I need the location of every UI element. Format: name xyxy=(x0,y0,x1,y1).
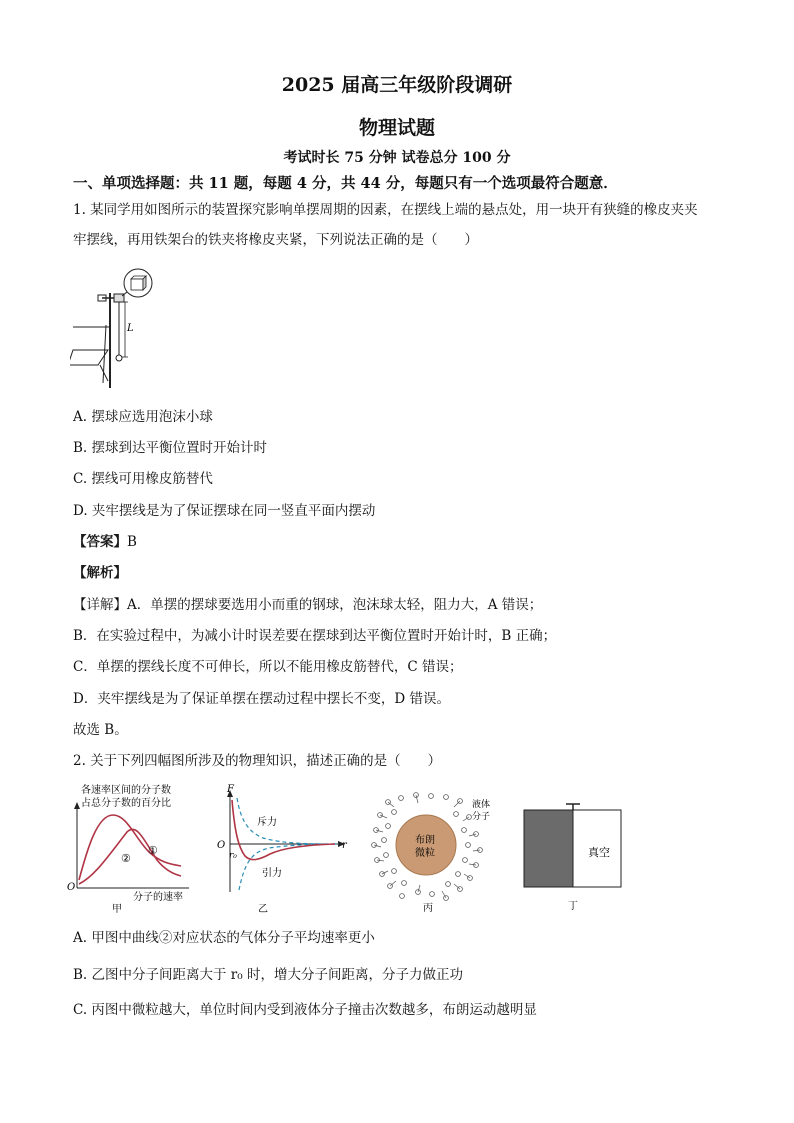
jia-ylabel-line1: 各速率区间的分子数 xyxy=(81,785,171,796)
stand-base xyxy=(70,350,108,365)
yi-ylabel: F xyxy=(227,784,234,795)
jia-curve-2-label: ② xyxy=(121,852,131,865)
gas-chamber xyxy=(524,810,573,887)
q2-figure-yi xyxy=(215,780,355,915)
yi-r0-label: r₀ xyxy=(229,851,237,861)
detail-label: 【详解】 xyxy=(73,597,127,613)
jia-curve-1 xyxy=(79,815,181,880)
q1-stem-line2: 牢摆线，再用铁架台的铁夹将橡皮夹紧，下列说法正确的是（ ） xyxy=(73,232,478,248)
q1-option-d: D. 夹牢摆线是为了保证摆球在同一竖直平面内摆动 xyxy=(73,503,376,519)
yi-repulsion-curve xyxy=(237,798,339,844)
bing-particle-label1: 布朗 xyxy=(415,835,435,846)
bing-liquid-label2: 分子 xyxy=(472,812,491,822)
q1-option-c: C. 摆线可用橡皮筋替代 xyxy=(73,471,213,487)
q2-option-a: A. 甲图中曲线②对应状态的气体分子平均速率更小 xyxy=(73,930,375,946)
q1-option-a: A. 摆球应选用泡沫小球 xyxy=(73,409,213,425)
length-label: L xyxy=(127,323,134,334)
q2-option-b: B. 乙图中分子间距离大于 r₀ 时，增大分子间距离，分子力做正功 xyxy=(73,967,463,983)
q2-stem: 2. 关于下列四幅图所涉及的物理知识，描述正确的是（ ） xyxy=(73,753,442,769)
exam-info: 考试时长 75 分钟 试卷总分 100 分 xyxy=(283,150,511,166)
yi-caption: 乙 xyxy=(258,904,268,915)
ding-caption: 丁 xyxy=(568,901,578,912)
q1-detail-b: B．在实验过程中，为减小计时误差要在摆球到达平衡位置时开始计时，B 正确； xyxy=(73,628,557,644)
jia-origin: O xyxy=(67,882,76,893)
jia-caption: 甲 xyxy=(112,904,122,915)
bing-liquid-label1: 液体 xyxy=(472,800,491,810)
yi-net-force-curve xyxy=(232,800,335,860)
q1-answer xyxy=(73,532,137,552)
jia-ylabel-line2: 占总分子数的百分比 xyxy=(81,798,171,809)
pendulum-bob xyxy=(116,355,122,361)
yi-attraction-label: 引力 xyxy=(262,868,282,879)
q1-conclusion: 故选 B。 xyxy=(73,722,128,738)
jia-xlabel: 分子的速率 xyxy=(133,892,183,903)
yi-attraction-curve xyxy=(239,844,339,890)
q2-option-c: C. 丙图中微粒越大，单位时间内受到液体分子撞击次数越多，布朗运动越明显 xyxy=(73,1002,537,1018)
q1-detail-d: D．夹牢摆线是为了保证单摆在摆动过程中摆长不变，D 错误。 xyxy=(73,691,450,707)
bing-particle-label2: 微粒 xyxy=(415,848,435,859)
subject-title: 物理试题 xyxy=(358,117,435,139)
exam-title: 2025 届高三年级阶段调研 xyxy=(281,74,513,96)
q2-figure-bing xyxy=(368,790,503,915)
q2-figure-jia xyxy=(65,780,200,915)
yi-xlabel: r xyxy=(342,840,347,851)
yi-origin: O xyxy=(217,840,226,851)
q1-option-b: B. 摆球到达平衡位置时开始计时 xyxy=(73,440,268,456)
bing-caption: 丙 xyxy=(423,903,433,914)
q1-detail-c: C．单摆的摆线长度不可伸长，所以不能用橡皮筋替代，C 错误； xyxy=(73,659,463,675)
answer-value: B xyxy=(127,534,137,550)
ding-vacuum-label: 真空 xyxy=(588,846,610,859)
q2-figure-ding xyxy=(518,798,628,915)
q1-analysis-label: 【解析】 xyxy=(73,565,127,581)
q1-detail-a: 【详解】A．单摆的摆球要选用小而重的钢球，泡沫球太轻，阻力大，A 错误； xyxy=(73,597,543,613)
answer-label: 【答案】 xyxy=(73,534,127,550)
section-heading: 一、单项选择题：共 11 题，每题 4 分，共 44 分，每题只有一个选项最符合题意． xyxy=(73,175,618,192)
yi-repulsion-label: 斥力 xyxy=(257,817,277,828)
jia-curve-1-label: ① xyxy=(148,844,158,857)
q1-pendulum-figure xyxy=(70,265,170,390)
q1-stem-line1: 1. 某同学用如图所示的装置探究影响单摆周期的因素，在摆线上端的悬点处，用一块开有狭缝的橡皮夹夹 xyxy=(73,202,698,218)
